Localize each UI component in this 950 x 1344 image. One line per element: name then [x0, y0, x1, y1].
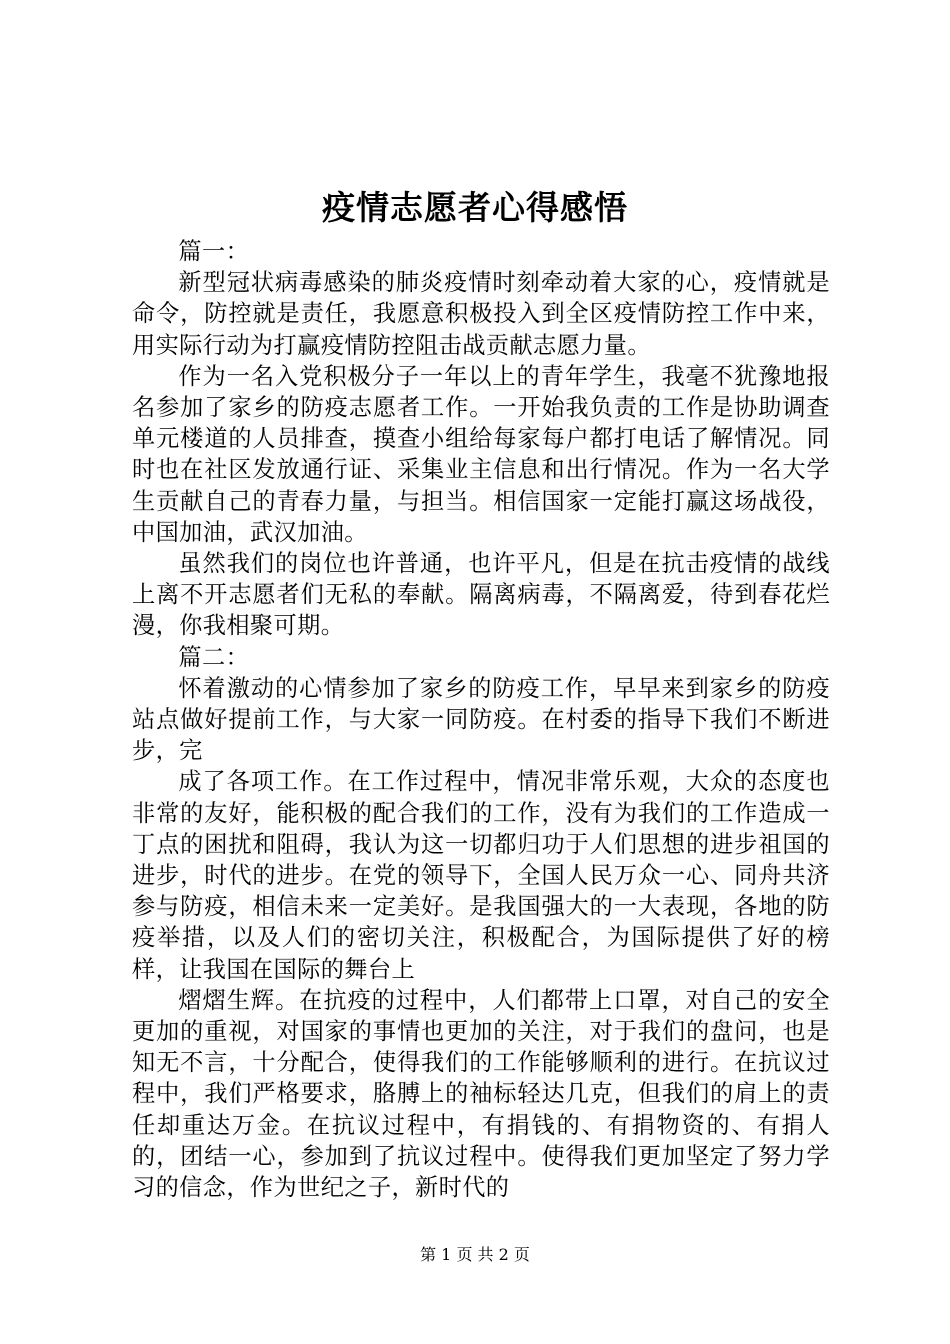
section-heading-1: 篇一：	[178, 238, 250, 265]
paragraph: 作为一名入党积极分子一年以上的青年学生，我毫不犹豫地报名参加了家乡的防疫志愿者工作。一开始我负责的工作是协助调查单元楼道的人员排查，摸查小组给每家每户都打电话了解情况。同时也在社区发放通行证、采集业主信息和出行情况。作为一名大学生贡献自己的青春力量，与担当。相信国家一定能打赢这场战役，中国加油，武汉加油。	[132, 362, 830, 546]
document-body	[132, 236, 830, 1203]
section-heading-2: 篇二：	[178, 643, 250, 671]
paragraph: 新型冠状病毒感染的肺炎疫情时刻牵动着大家的心，疫情就是命令，防控就是责任，我愿意积极投入到全区疫情防控工作中来，用实际行动为打赢疫情防控阻击战贡献志愿力量。	[132, 269, 830, 359]
document-title: 疫情志愿者心得感悟	[322, 188, 628, 227]
paragraph: 成了各项工作。在工作过程中，情况非常乐观，大众的态度也非常的友好，能积极的配合我们的工作，没有为我们的工作造成一丁点的困扰和阻碍，我认为这一切都归功于人们思想的进步祖国的进步，时代的进步。在党的领导下，全国人民万众一心、同舟共济参与防疫，相信未来一定美好。是我国强大的一大表现，各地的防疫举措，以及人们的密切关注，积极配合，为国际提供了好的榜样，让我国在国际的舞台上	[132, 768, 830, 983]
page-footer: 第 1 页 共 2 页	[420, 1245, 530, 1264]
paragraph: 怀着激动的心情参加了家乡的防疫工作，早早来到家乡的防疫站点做好提前工作，与大家一同防疫。在村委的指导下我们不断进步，完	[132, 674, 830, 765]
paragraph: 虽然我们的岗位也许普通，也许平凡，但是在抗击疫情的战线上离不开志愿者们无私的奉献。隔离病毒，不隔离爱，待到春花烂漫，你我相聚可期。	[132, 550, 830, 640]
paragraph: 熠熠生辉。在抗疫的过程中，人们都带上口罩，对自己的安全更加的重视，对国家的事情也更加的关注，对于我们的盘问，也是知无不言，十分配合，使得我们的工作能够顺利的进行。在抗议过程中，我们严格要求，胳膊上的袖标轻达几克，但我们的肩上的责任却重达万金。在抗议过程中，有捐钱的、有捐物资的、有捐人的，团结一心，参加到了抗议过程中。使得我们更加坚定了努力学习的信念，作为世纪之子，新时代的	[132, 986, 830, 1202]
